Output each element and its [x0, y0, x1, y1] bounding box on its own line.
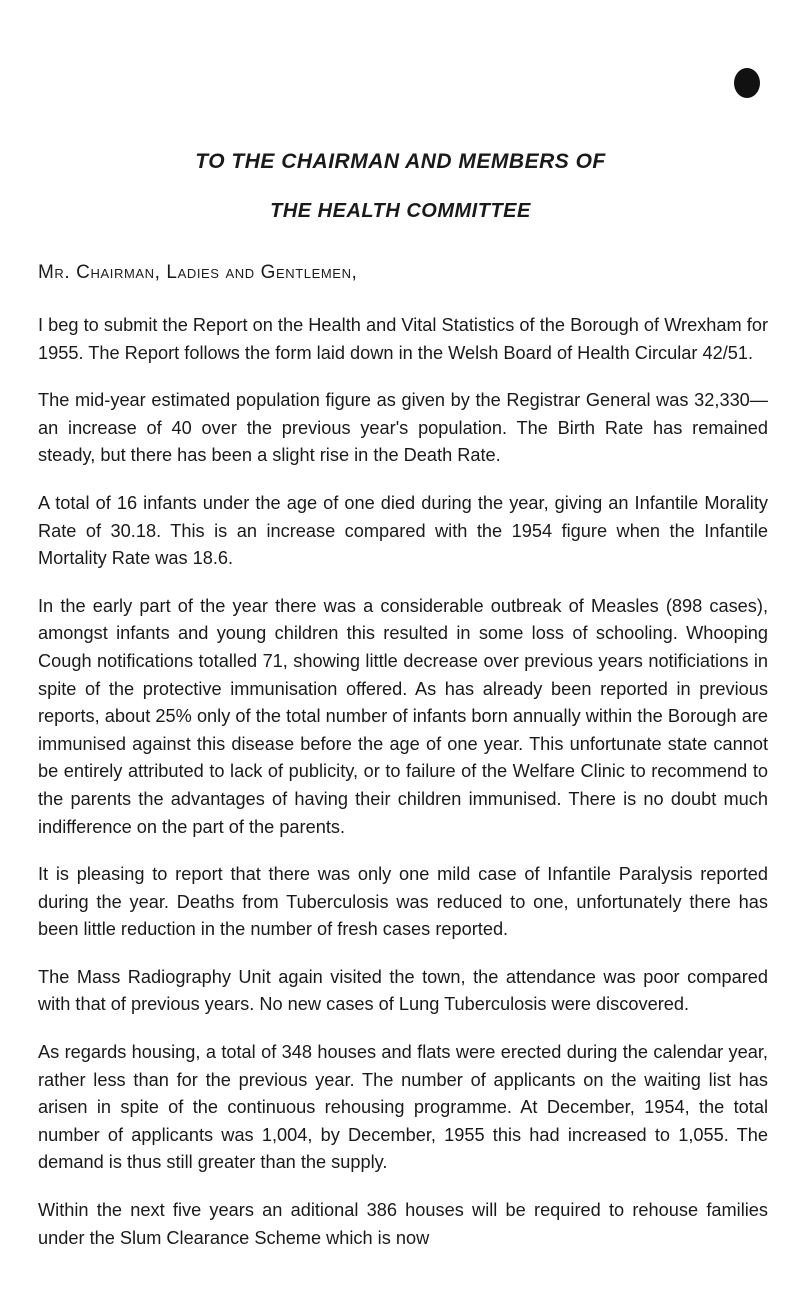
paragraph-paralysis-tuberculosis: It is pleasing to report that there was only one mild case of Infantile Paralysis reported during the year. Deaths from Tuberculosis was reduced to one, unfortunately there has been little reduction in the number of fresh cases reported.	[38, 864, 768, 940]
paragraph-measles-whooping-cough: In the early part of the year there was a considerable outbreak of Measles (898 cases), amongst infants and young children this resulted in some loss of schooling. Whooping Cough notifications totalled 71, showing little decrease over previous years notificiations in spite of the protective immunisation offered. As has already been reported in previous reports, about 25% only of the total number of infants born annually within the Borough are immunised against this disease before the age of one year. This unfortunate state cannot be entirely attributed to lack of publicity, or to failure of the Welfare Clinic to recommend to the parents the advantages of having their children immunised. There is no doubt much indifference on the part of the parents.	[38, 595, 768, 837]
paragraph-slum-clearance: Within the next five years an aditional 386 houses will be required to rehouse families under the Slum Clearance Scheme which is now	[38, 1200, 768, 1248]
salutation: Mr. Chairman, Ladies and Gentlemen,	[38, 262, 358, 283]
paragraph-population: The mid-year estimated population figure as given by the Registrar General was 32,330—an increase of 40 over the previous year's population. The Birth Rate has remained steady, but there has been a slight rise in the Death Rate.	[38, 390, 768, 466]
paragraph-infant-mortality: A total of 16 infants under the age of one died during the year, giving an Infantile Morality Rate of 30.18. This is an increase compared with the 1954 figure when the Infantile Mortality Rate was 18.6.	[38, 492, 768, 569]
punch-hole-mark	[734, 68, 760, 98]
paragraph-housing: As regards housing, a total of 348 houses and flats were erected during the calendar year, rather less than for the previous year. The number of applicants on the waiting list has arisen in spite of the continuous rehousing programme. At December, 1954, the total number of applicants was 1,004, by December, 1955 this had increased to 1,055. The demand is thus still greater than the supply.	[38, 1042, 768, 1173]
report-body	[38, 312, 768, 1272]
heading-line-2: THE HEALTH COMMITTEE	[270, 200, 531, 222]
heading-line-1: TO THE CHAIRMAN AND MEMBERS OF	[195, 150, 606, 173]
paragraph-mass-radiography: The Mass Radiography Unit again visited the town, the attendance was poor compared with that of previous years. No new cases of Lung Tuberculosis were discovered.	[38, 966, 768, 1015]
paragraph-submission: I beg to submit the Report on the Health and Vital Statistics of the Borough of Wrexham for 1955. The Report follows the form laid down in the Welsh Board of Health Circular 42/51.	[38, 315, 768, 363]
